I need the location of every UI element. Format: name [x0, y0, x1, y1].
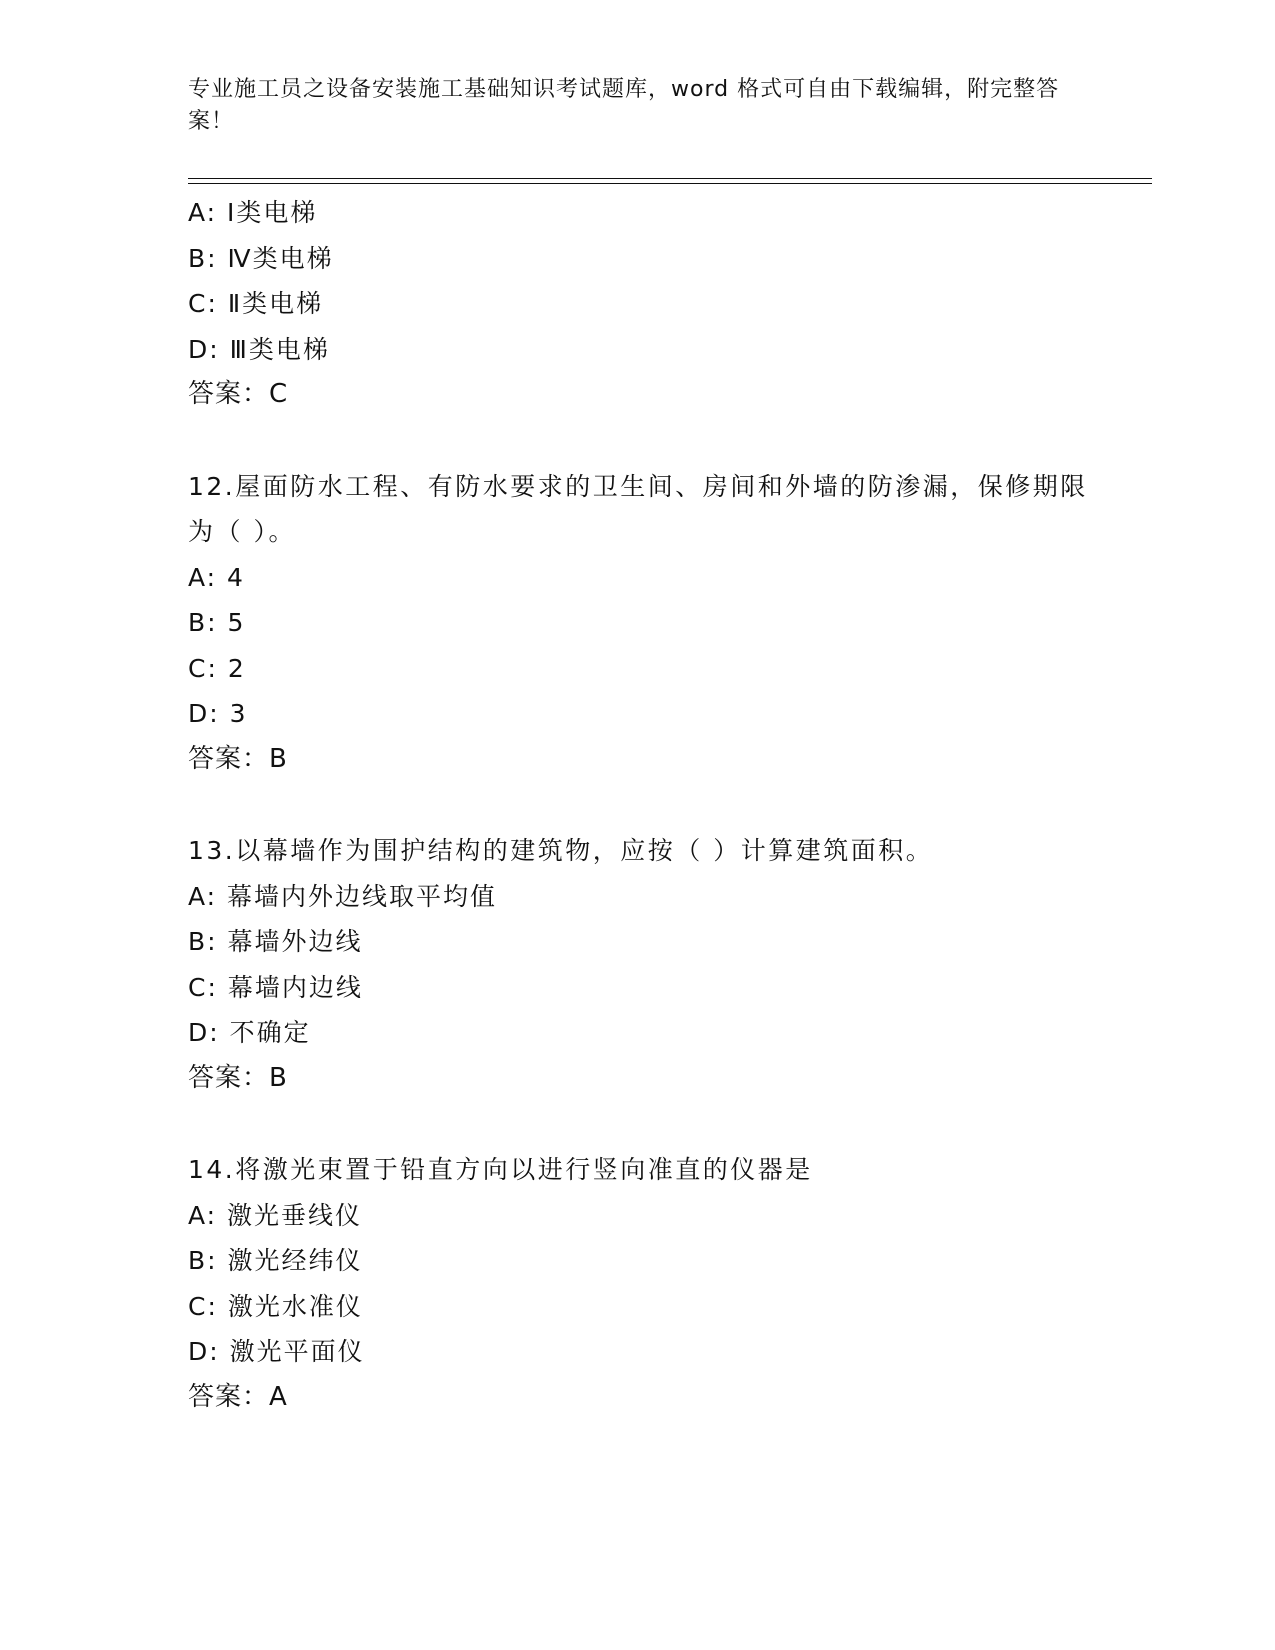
spacer: [188, 418, 1088, 464]
question-13-option-d: D: 不确定: [188, 1018, 311, 1047]
question-14-text: 14.将激光束置于铅直方向以进行竖向准直的仪器是: [188, 1155, 813, 1184]
question-11-block: [188, 190, 1088, 418]
question-12-answer: 答案：B: [188, 743, 288, 774]
question-11-option-a: A: Ⅰ类电梯: [188, 198, 318, 227]
question-13-option-a: A: 幕墙内外边线取平均值: [188, 881, 498, 911]
question-content: [188, 190, 1088, 1420]
question-14-answer: 答案：A: [188, 1381, 288, 1412]
question-14-option-c: C: 激光水准仪: [188, 1291, 363, 1321]
question-12-block: [188, 464, 1088, 783]
question-12-option-b: B: 5: [188, 608, 246, 637]
question-11-answer: 答案：C: [188, 379, 289, 409]
question-12-option-a: A: 4: [188, 562, 245, 592]
header-rule-top: [188, 178, 1152, 179]
question-14-option-d: D: 激光平面仪: [188, 1337, 365, 1366]
question-14-block: [188, 1147, 1088, 1420]
question-12-option-d: D: 3: [188, 699, 248, 728]
spacer: [188, 782, 1088, 828]
spacer: [188, 1101, 1088, 1147]
question-11-option-b: B: Ⅳ类电梯: [188, 243, 334, 273]
question-14-option-b: B: 激光经纬仪: [188, 1246, 363, 1275]
question-11-option-c: C: Ⅱ类电梯: [188, 289, 324, 318]
question-13-option-b: B: 幕墙外边线: [188, 927, 363, 956]
question-13-block: [188, 828, 1088, 1101]
question-13-text: 13.以幕墙作为围护结构的建筑物，应按（ ）计算建筑面积。: [188, 836, 934, 865]
question-13-answer: 答案：B: [188, 1062, 288, 1093]
question-12-option-c: C: 2: [188, 653, 246, 683]
question-14-option-a: A: 激光垂线仪: [188, 1200, 363, 1230]
document-header-text: 专业施工员之设备安装施工基础知识考试题库，word 格式可自由下载编辑，附完整答案！: [188, 77, 1060, 134]
question-12-text: 12.屋面防水工程、有防水要求的卫生间、房间和外墙的防渗漏，保修期限为（ ）。: [188, 471, 1088, 546]
question-11-option-d: D: Ⅲ类电梯: [188, 334, 330, 364]
header-rule-bottom: [188, 183, 1152, 184]
question-13-option-c: C: 幕墙内边线: [188, 972, 363, 1002]
